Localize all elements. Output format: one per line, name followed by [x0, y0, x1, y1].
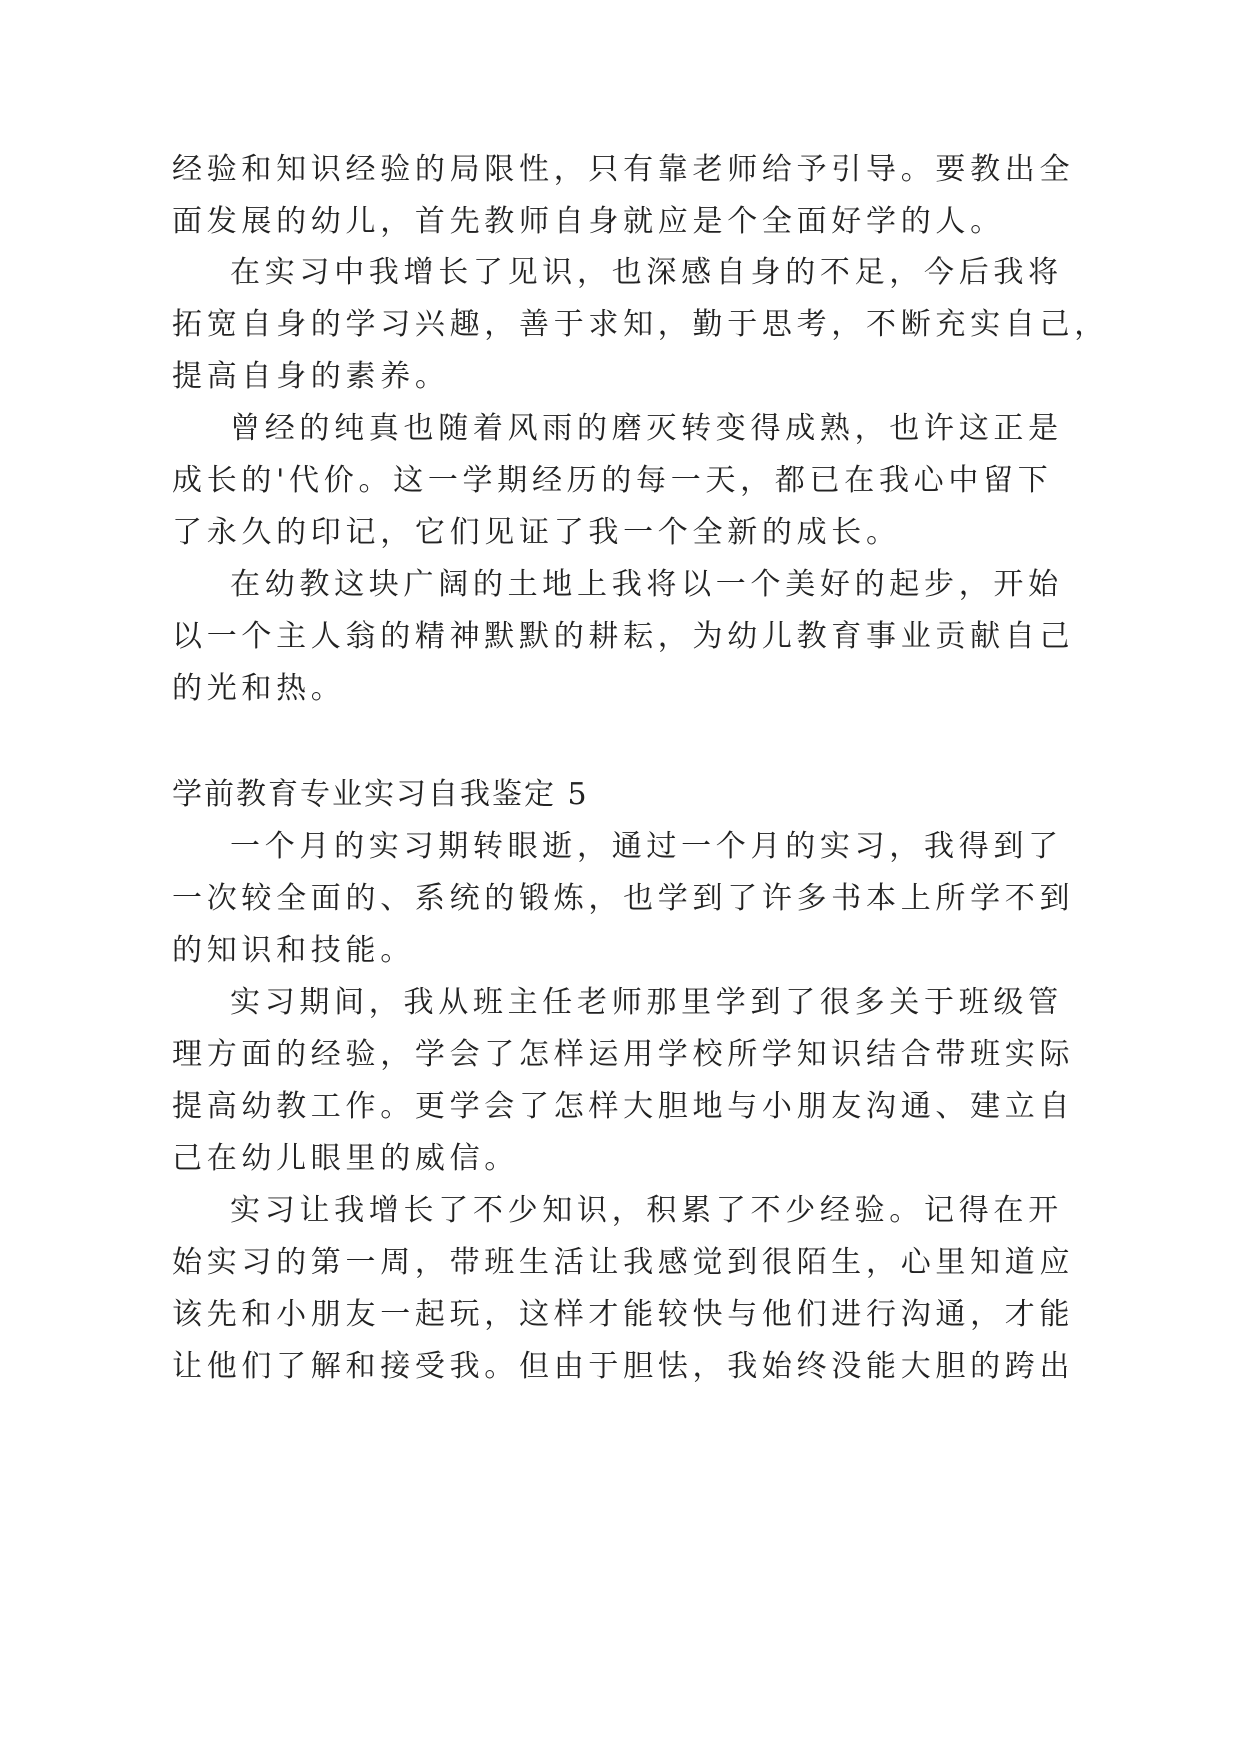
text-line: 的光和热。 [172, 671, 346, 706]
text-line: 该先和小朋友一起玩，这样才能较快与他们进行沟通，才能 [172, 1297, 1075, 1332]
paragraph-first-line: 实习期间，我从班主任老师那里学到了很多关于班级管 [230, 985, 1063, 1020]
text-line: 一次较全面的、系统的锻炼，也学到了许多书本上所学不到 [172, 881, 1075, 916]
text-line: 经验和知识经验的局限性，只有靠老师给予引导。要教出全 [172, 152, 1075, 187]
text-line: 始实习的第一周，带班生活让我感觉到很陌生，心里知道应 [172, 1245, 1075, 1280]
paragraph-first-line: 一个月的实习期转眼逝，通过一个月的实习，我得到了 [230, 829, 1063, 864]
text-line: 的知识和技能。 [172, 933, 415, 968]
paragraph-first-line: 在幼教这块广阔的土地上我将以一个美好的起步，开始 [230, 567, 1063, 602]
paragraph-first-line: 实习让我增长了不少知识，积累了不少经验。记得在开 [230, 1193, 1063, 1228]
text-line: 成长的'代价。这一学期经历的每一天，都已在我心中留下 [172, 463, 1053, 498]
text-line: 以一个主人翁的精神默默的耕耘，为幼儿教育事业贡献自己 [172, 619, 1075, 654]
text-line: 了永久的印记，它们见证了我一个全新的成长。 [172, 515, 901, 550]
text-line: 面发展的幼儿，首先教师自身就应是个全面好学的人。 [172, 204, 1005, 239]
paragraph-first-line: 曾经的纯真也随着风雨的磨灭转变得成熟，也许这正是 [230, 411, 1063, 446]
text-line: 拓宽自身的学习兴趣，善于求知，勤于思考，不断充实自己， [172, 307, 1109, 342]
text-line: 己在幼儿眼里的威信。 [172, 1141, 519, 1176]
section-heading: 学前教育专业实习自我鉴定 5 [172, 777, 589, 812]
text-line: 提高幼教工作。更学会了怎样大胆地与小朋友沟通、建立自 [172, 1089, 1075, 1124]
paragraph-first-line: 在实习中我增长了见识，也深感自身的不足，今后我将 [230, 255, 1063, 290]
text-line: 提高自身的素养。 [172, 359, 450, 394]
text-line: 让他们了解和接受我。但由于胆怯，我始终没能大胆的跨出 [172, 1349, 1075, 1384]
text-line: 理方面的经验，学会了怎样运用学校所学知识结合带班实际 [172, 1037, 1075, 1072]
